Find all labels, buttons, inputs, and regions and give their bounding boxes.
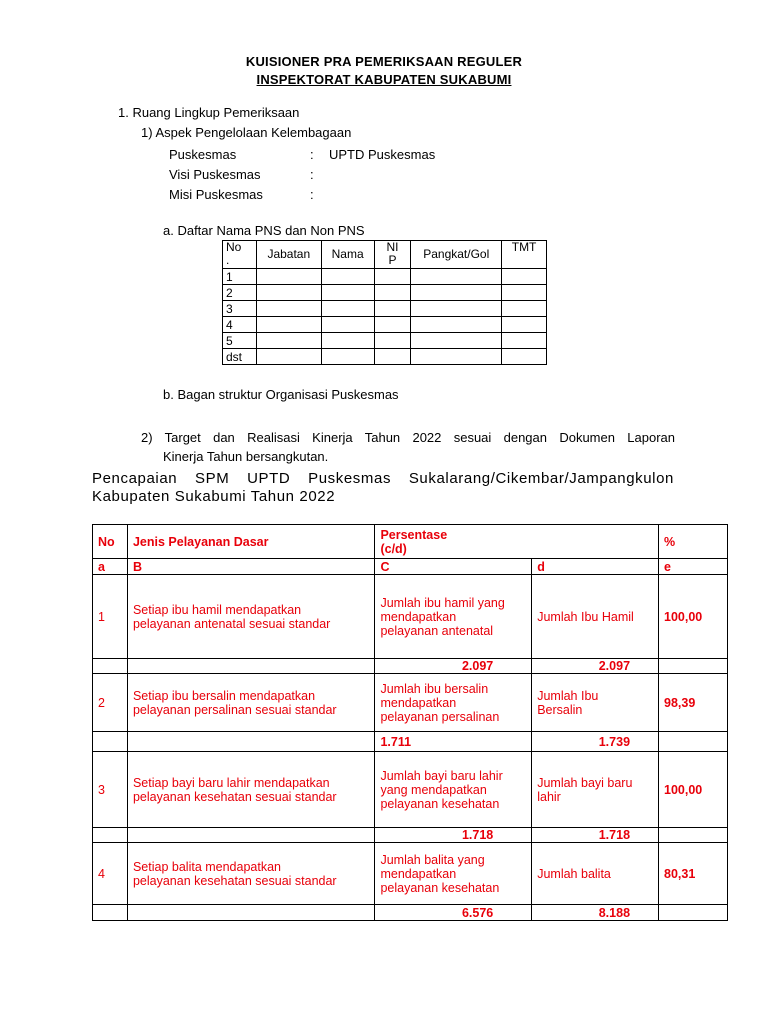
jenis-line: pelayanan kesehatan sesuai standar xyxy=(132,873,337,888)
spm-row-jenis xyxy=(127,575,374,659)
spm-row-c-value: 1.718 xyxy=(375,828,532,843)
spm-letter-c: C xyxy=(375,559,532,575)
spm-row-jenis xyxy=(127,843,374,905)
spm-row-d: Jumlah balita xyxy=(532,843,659,905)
table-row xyxy=(223,317,547,333)
spm-letter-d: d xyxy=(532,559,659,575)
section-2-line1: 2) Target dan Realisasi Kinerja Tahun 2022 sesuai dengan Dokumen Laporan xyxy=(141,430,675,445)
spm-row-c-value: 6.576 xyxy=(375,905,532,921)
spm-table xyxy=(92,524,728,921)
c-line: mendapatkan xyxy=(380,609,457,624)
doc-title: KUISIONER PRA PEMERIKSAAN REGULER xyxy=(245,54,523,69)
jenis-line: pelayanan antenatal sesuai standar xyxy=(132,616,331,631)
pns-row-no: dst xyxy=(223,349,257,365)
spm-row-pct: 80,31 xyxy=(659,843,728,905)
spm-row-d-value: 1.718 xyxy=(532,828,659,843)
table-row xyxy=(223,269,547,285)
d-line: Bersalin xyxy=(537,702,583,717)
spm-row-jenis xyxy=(127,674,374,732)
pns-header-no-line2: . xyxy=(226,253,230,267)
table-row xyxy=(93,659,728,674)
field-value-puskesmas: UPTD Puskesmas xyxy=(329,147,436,162)
field-label-visi: Visi Puskesmas xyxy=(169,167,261,182)
spm-row-c xyxy=(375,575,532,659)
c-line: pelayanan persalinan xyxy=(380,709,500,724)
c-line: pelayanan kesehatan xyxy=(380,796,500,811)
pns-row-no: 5 xyxy=(223,333,257,349)
spm-row-no: 4 xyxy=(93,843,128,905)
table-row xyxy=(93,575,728,659)
spm-header-no: No xyxy=(93,525,128,559)
spm-row-jenis xyxy=(127,752,374,828)
table-row xyxy=(223,349,547,365)
section-2-line2: Kinerja Tahun bersangkutan. xyxy=(163,449,329,464)
pns-row-no: 2 xyxy=(223,285,257,301)
c-line: pelayanan antenatal xyxy=(380,623,494,638)
d-line: Jumlah bayi baru xyxy=(537,775,633,790)
spm-row-no: 3 xyxy=(93,752,128,828)
field-colon: : xyxy=(310,147,314,162)
section-1-heading: 1. Ruang Lingkup Pemeriksaan xyxy=(118,105,300,120)
pns-header-no-line1: No xyxy=(226,240,242,254)
spm-row-d-value: 8.188 xyxy=(532,905,659,921)
pns-header-nip xyxy=(374,241,411,269)
spm-letter-a: a xyxy=(93,559,128,575)
pns-row-no: 4 xyxy=(223,317,257,333)
spm-letter-b: B xyxy=(127,559,374,575)
spm-title-line1: Pencapaian SPM UPTD Puskesmas Sukalarang/Cikembar/Jampangkulon xyxy=(92,470,674,487)
jenis-line: pelayanan persalinan sesuai standar xyxy=(132,702,337,717)
spm-row-pct: 100,00 xyxy=(659,752,728,828)
pns-header-no xyxy=(223,241,257,269)
spm-row-d xyxy=(532,752,659,828)
spm-header-jenis: Jenis Pelayanan Dasar xyxy=(127,525,374,559)
section-1-1-heading: 1) Aspek Pengelolaan Kelembagaan xyxy=(141,125,352,140)
field-colon: : xyxy=(310,187,314,202)
doc-subtitle-text: INSPEKTORAT KABUPATEN SUKABUMI xyxy=(256,72,512,87)
table-row xyxy=(223,333,547,349)
pns-table xyxy=(222,240,547,365)
spm-header-pct: % xyxy=(659,525,728,559)
spm-title-line2: Kabupaten Sukabumi Tahun 2022 xyxy=(92,488,336,505)
table-row xyxy=(93,752,728,828)
table-row xyxy=(93,843,728,905)
pns-header-jabatan: Jabatan xyxy=(256,241,321,269)
spm-row-pct: 100,00 xyxy=(659,575,728,659)
c-line: Jumlah ibu hamil yang xyxy=(380,595,505,610)
d-line: lahir xyxy=(537,789,561,804)
spm-row-d xyxy=(532,674,659,732)
field-label-misi: Misi Puskesmas xyxy=(169,187,263,202)
jenis-line: Setiap balita mendapatkan xyxy=(132,859,281,874)
spm-row-d-value: 1.739 xyxy=(532,732,659,752)
spm-row-c-value: 1.711 xyxy=(375,732,532,752)
field-colon: : xyxy=(310,167,314,182)
table-row xyxy=(93,828,728,843)
pns-table-header xyxy=(223,241,547,269)
table-row xyxy=(223,285,547,301)
jenis-line: Setiap ibu bersalin mendapatkan xyxy=(132,688,316,703)
spm-letter-e: e xyxy=(659,559,728,575)
doc-subtitle xyxy=(0,72,768,87)
c-line: Jumlah ibu bersalin xyxy=(380,681,489,696)
spm-row-no: 1 xyxy=(93,575,128,659)
spm-row-c xyxy=(375,752,532,828)
spm-row-c xyxy=(375,843,532,905)
table-row xyxy=(93,905,728,921)
subitem-b: b. Bagan struktur Organisasi Puskesmas xyxy=(163,387,399,402)
table-row xyxy=(93,732,728,752)
spm-row-c xyxy=(375,674,532,732)
c-line: pelayanan kesehatan xyxy=(380,880,500,895)
spm-row-c-value: 2.097 xyxy=(375,659,532,674)
pns-header-nip-line2: P xyxy=(388,253,397,267)
c-line: Jumlah bayi baru lahir xyxy=(380,768,503,783)
pns-header-nip-line1: NI xyxy=(386,240,399,254)
spm-row-d: Jumlah Ibu Hamil xyxy=(532,575,659,659)
d-line: Jumlah Ibu xyxy=(537,688,599,703)
spm-header-persentase-line1: Persentase xyxy=(380,527,448,542)
pns-row-no: 3 xyxy=(223,301,257,317)
spm-table-header xyxy=(93,525,728,559)
c-line: yang mendapatkan xyxy=(380,782,487,797)
table-row xyxy=(93,674,728,732)
c-line: Jumlah balita yang xyxy=(380,852,485,867)
pns-header-nama: Nama xyxy=(321,241,374,269)
spm-row-d-value: 2.097 xyxy=(532,659,659,674)
jenis-line: Setiap ibu hamil mendapatkan xyxy=(132,602,302,617)
pns-header-tmt: TMT xyxy=(502,241,547,269)
spm-letter-row xyxy=(93,559,728,575)
spm-row-no: 2 xyxy=(93,674,128,732)
pns-header-pangkat: Pangkat/Gol xyxy=(411,241,502,269)
spm-header-persentase-line2: (c/d) xyxy=(380,541,407,556)
jenis-line: pelayanan kesehatan sesuai standar xyxy=(132,789,337,804)
c-line: mendapatkan xyxy=(380,866,457,881)
jenis-line: Setiap bayi baru lahir mendapatkan xyxy=(132,775,330,790)
spm-row-pct: 98,39 xyxy=(659,674,728,732)
spm-header-persentase xyxy=(375,525,659,559)
c-line: mendapatkan xyxy=(380,695,457,710)
subitem-a: a. Daftar Nama PNS dan Non PNS xyxy=(163,223,365,238)
table-row xyxy=(223,301,547,317)
pns-row-no: 1 xyxy=(223,269,257,285)
field-label-puskesmas: Puskesmas xyxy=(169,147,237,162)
